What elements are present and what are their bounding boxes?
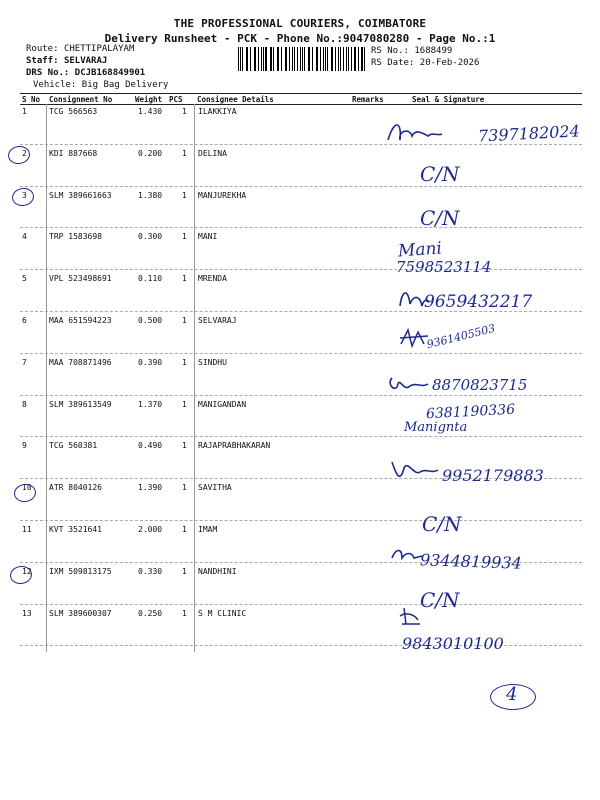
row-sno: 7 <box>22 357 27 367</box>
signature-phone: 8870823715 <box>432 376 528 394</box>
signature-name: Mani <box>397 238 443 262</box>
barcode-bar <box>304 47 305 71</box>
table-header-rule <box>20 104 582 105</box>
row-weight: 0.110 <box>138 274 163 284</box>
rs-date-line <box>371 58 479 68</box>
signature-phone: 6381190336 <box>425 401 516 423</box>
col-signature: Seal & Signature <box>412 95 485 104</box>
cn-note: C/N <box>422 512 462 536</box>
staff-line <box>26 56 107 66</box>
cn-note: C/N <box>420 206 460 230</box>
row-weight: 0.500 <box>138 316 163 325</box>
row-pcs: 1 <box>182 566 187 576</box>
row-pcs: 1 <box>182 190 187 200</box>
table-top-rule <box>20 93 582 94</box>
row-separator <box>20 520 582 521</box>
barcode-bar <box>273 47 274 71</box>
row-consignee: MANI <box>198 232 218 242</box>
cn-note: C/N <box>420 162 460 186</box>
row-pcs: 1 <box>182 107 187 116</box>
route-line <box>26 44 134 54</box>
row-consignment-no: IXM 509813175 <box>49 566 112 576</box>
row-consignee: ILAKKIYA <box>198 107 237 116</box>
row-sno: 3 <box>22 190 27 200</box>
pen-circle-mark <box>11 187 35 208</box>
row-pcs: 1 <box>182 148 187 158</box>
row-consignment-no: ATR 8040126 <box>49 483 102 493</box>
row-consignment-no: KDI 887668 <box>49 148 98 158</box>
row-consignee: NANDHINI <box>198 566 237 576</box>
drs-line <box>26 68 145 78</box>
row-consignee: IMAM <box>198 525 218 534</box>
row-sno: 8 <box>22 399 27 409</box>
row-weight: 1.430 <box>138 107 163 116</box>
barcode-bar <box>247 47 248 71</box>
row-sno: 13 <box>22 608 32 618</box>
row-consignee: S M CLINIC <box>198 608 247 618</box>
signature-phone: 9659432217 <box>424 292 533 312</box>
rs-no-value: 1688499 <box>414 46 453 56</box>
cn-note: C/N <box>420 588 460 612</box>
row-pcs: 1 <box>182 274 187 284</box>
barcode-bar <box>297 47 298 71</box>
row-weight: 0.250 <box>138 608 163 618</box>
barcode-bar <box>348 47 349 71</box>
row-consignment-no: SLM 389661663 <box>49 190 112 200</box>
row-consignment-no: KVT 3521641 <box>49 525 102 534</box>
row-pcs: 1 <box>182 483 187 493</box>
barcode-bar <box>238 47 239 71</box>
row-consignment-no: VPL 523498691 <box>49 274 112 284</box>
row-pcs: 1 <box>182 441 187 451</box>
row-weight: 1.380 <box>138 190 163 200</box>
row-consignee: MANIGANDAN <box>198 399 247 409</box>
row-separator <box>20 353 582 354</box>
row-weight: 0.200 <box>138 148 163 158</box>
row-pcs: 1 <box>182 316 187 325</box>
rs-date-label: RS Date: <box>371 58 415 68</box>
row-pcs: 1 <box>182 232 187 242</box>
barcode-bar <box>285 47 286 71</box>
row-consignee: MRENDA <box>198 274 227 284</box>
row-consignee: MANJUREKHA <box>198 190 247 200</box>
row-separator <box>20 604 582 605</box>
row-pcs: 1 <box>182 357 187 367</box>
pen-circle-mark <box>13 483 37 504</box>
signature-scribble <box>384 118 444 148</box>
row-sno: 5 <box>22 274 27 284</box>
rs-no-line <box>371 46 452 56</box>
vehicle-label: Vehicle: <box>33 80 77 90</box>
col-weight: Weight <box>135 95 163 104</box>
signature-scribble <box>388 456 440 486</box>
row-pcs: 1 <box>182 399 187 409</box>
signature-phone: 9952179883 <box>442 466 544 485</box>
row-consignment-no: MAA 651594223 <box>49 316 112 325</box>
signature-name: Manignta <box>404 420 468 435</box>
staff-label: Staff: <box>26 56 59 66</box>
row-sno: 11 <box>22 525 32 534</box>
col-remarks: Remarks <box>352 95 384 104</box>
row-consignment-no: TCG 566563 <box>49 107 98 116</box>
col-pcs: PCS <box>169 95 183 104</box>
row-weight: 1.370 <box>138 399 163 409</box>
row-weight: 0.490 <box>138 441 163 451</box>
row-consignee: RAJAPRABHAKARAN <box>198 441 271 451</box>
col-sno: S No <box>22 95 41 104</box>
row-separator <box>20 395 582 396</box>
signature-scribble <box>386 370 430 398</box>
row-consignee: SELVARAJ <box>198 316 237 325</box>
row-sno: 12 <box>22 566 32 576</box>
signature-scribble <box>398 604 422 628</box>
signature-phone: 9344819934 <box>419 550 523 573</box>
barcode-bar <box>355 47 356 71</box>
barcode-bar <box>281 47 282 71</box>
row-consignment-no: TCG 560381 <box>49 441 98 451</box>
row-separator <box>20 186 582 187</box>
staff-value: SELVARAJ <box>63 56 108 66</box>
row-weight: 0.390 <box>138 357 163 367</box>
company-title: THE PROFESSIONAL COURIERS, COIMBATORE <box>173 17 427 30</box>
barcode-bar <box>317 47 318 71</box>
row-consignment-no: SLM 389600307 <box>49 608 112 618</box>
row-consignment-no: SLM 389613549 <box>49 399 112 409</box>
vehicle-line <box>33 80 168 90</box>
row-weight: 0.300 <box>138 232 163 242</box>
row-weight: 2.000 <box>138 525 163 534</box>
row-sno: 4 <box>22 232 27 242</box>
barcode-bar <box>292 47 293 71</box>
row-pcs: 1 <box>182 608 187 618</box>
barcode-bar <box>325 47 326 71</box>
rs-no-label: RS No.: <box>371 46 409 56</box>
row-sno: 2 <box>22 148 27 158</box>
pen-circle-mark <box>7 145 31 166</box>
barcode-bar <box>338 47 339 71</box>
row-weight: 0.330 <box>138 566 163 576</box>
barcode-image <box>238 47 366 71</box>
rs-date-value: 20-Feb-2026 <box>419 58 480 68</box>
drs-label: DRS No.: <box>26 68 70 78</box>
signature-phone: 9361405503 <box>425 321 497 352</box>
vehicle-value: Big Bag Delivery <box>81 80 169 90</box>
row-separator <box>20 436 582 437</box>
row-consignee: SINDHU <box>198 357 227 367</box>
row-sno: 6 <box>22 316 27 325</box>
barcode-bar <box>340 47 341 71</box>
row-weight: 1.390 <box>138 483 163 493</box>
barcode-bar <box>327 47 328 71</box>
route-value: CHETTIPALAYAM <box>63 44 135 54</box>
signature-scribble <box>388 544 424 566</box>
row-consignee: SAVITHA <box>198 483 232 493</box>
row-consignment-no: MAA 708871496 <box>49 357 112 367</box>
barcode-bar <box>261 47 262 71</box>
route-label: Route: <box>26 44 59 54</box>
row-sno: 1 <box>22 107 27 116</box>
signature-phone: 9843010100 <box>402 634 504 653</box>
barcode-bar <box>309 47 310 71</box>
col-consignment: Consignment No <box>49 95 113 104</box>
barcode-bar <box>361 47 362 71</box>
barcode-bar <box>246 47 247 71</box>
barcode-bar <box>265 47 266 71</box>
col-consignee: Consignee Details <box>197 95 274 104</box>
runsheet-subtitle: Delivery Runsheet - PCK - Phone No.:9047080280 - Page No.:1 <box>104 32 496 45</box>
row-separator <box>20 269 582 270</box>
drs-value: DCJB168849901 <box>74 68 146 78</box>
signature-phone: 7397182024 <box>477 121 581 146</box>
page-count-number: 4 <box>506 684 518 705</box>
row-pcs: 1 <box>182 525 187 534</box>
row-sno: 10 <box>22 483 32 493</box>
row-consignment-no: TRP 1583698 <box>49 232 102 242</box>
row-separator <box>20 227 582 228</box>
row-sno: 9 <box>22 441 27 451</box>
row-consignee: DELINA <box>198 148 227 158</box>
barcode-bar <box>258 47 259 71</box>
signature-phone: 7598523114 <box>396 258 492 276</box>
